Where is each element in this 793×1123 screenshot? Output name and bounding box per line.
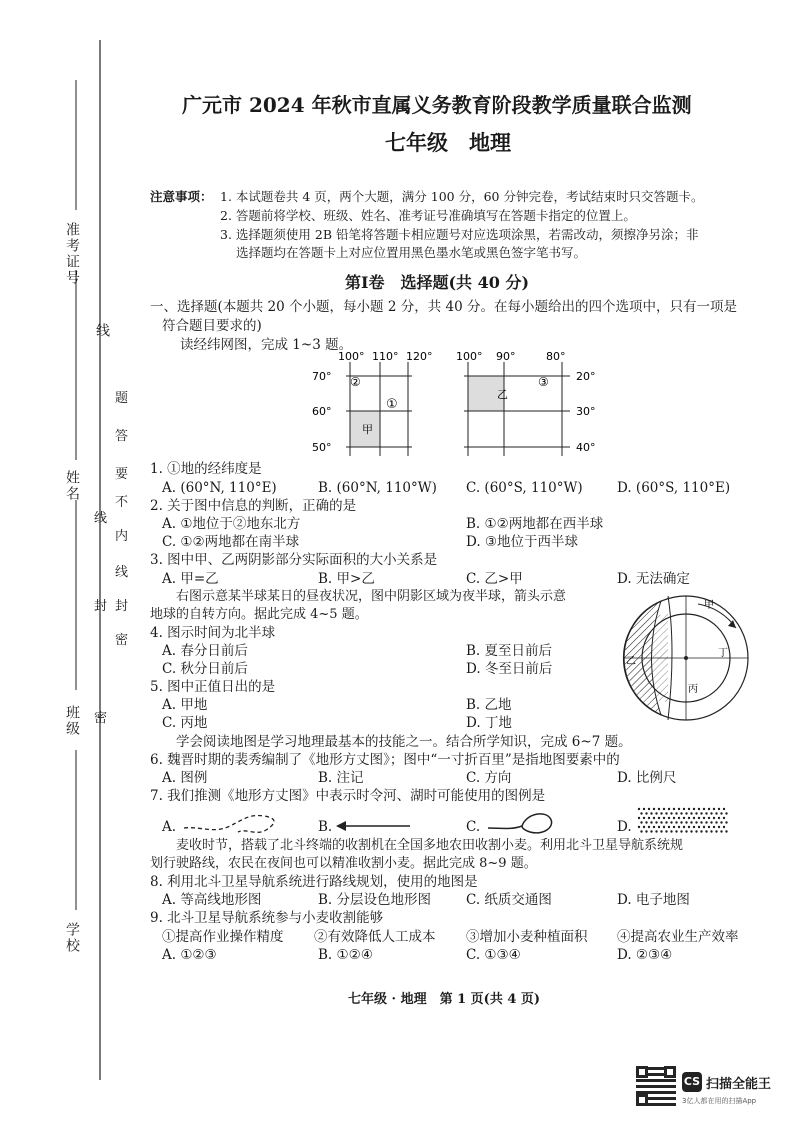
seal-char: 题 [115, 391, 129, 406]
school-label: 学校 [64, 922, 80, 954]
legend-arrow-line-icon [334, 818, 414, 834]
qr-code-icon [636, 1066, 676, 1106]
seal-char: 线 [94, 511, 108, 526]
camscanner-logo-icon: CS [682, 1072, 702, 1092]
grid1-lat-label: 50° [312, 441, 332, 454]
q8-option-a[interactable]: A. 等高线地形图 [162, 892, 262, 908]
q9-option-a[interactable]: A. ①②③ [162, 947, 217, 963]
q3-option-a[interactable]: A. 甲=乙 [162, 571, 219, 587]
q2-stem: 2. 关于图中信息的判断，正确的是 [150, 498, 357, 514]
q4-stem: 4. 图示时间为北半球 [150, 625, 276, 641]
seal-char: 不 [115, 495, 129, 510]
globe-point-yi: 乙 [626, 656, 636, 667]
grid2-lat-label: 20° [576, 370, 596, 383]
point-1-mark: ① [386, 397, 398, 412]
q5-option-c[interactable]: C. 丙地 [162, 715, 208, 731]
grid1-lon-label: 100° [338, 350, 365, 363]
notice-item: 1. 本试题卷共 4 页，两个大题，满分 100 分，60 分钟完卷，考试结束时只交答题卡。 [220, 189, 704, 204]
globe-point-bing: 丙 [688, 684, 698, 695]
q1-option-a[interactable]: A. (60°N, 110°E) [162, 480, 277, 496]
exam-subtitle: 七年级 地理 [385, 130, 511, 155]
q4-option-c[interactable]: C. 秋分日前后 [162, 661, 248, 677]
grid-figure-1 [312, 350, 433, 456]
q6-7-intro: 学会阅读地图是学习地理最基本的技能之一。结合所学知识，完成 6~7 题。 [176, 734, 632, 750]
q4-5-intro-cont: 地球的自转方向。据此完成 4~5 题。 [150, 607, 368, 622]
q2-option-d[interactable]: D. ③地位于西半球 [466, 534, 579, 550]
q9-item-1: ①提高作业操作精度 [162, 929, 284, 945]
seal-char: 答 [115, 429, 129, 444]
scanner-tagline: 3亿人都在用的扫描App [682, 1097, 757, 1105]
seal-char: 密 [115, 633, 129, 648]
legend-dashed-river-icon [180, 806, 280, 840]
q8-option-b[interactable]: B. 分层设色地形图 [318, 892, 432, 908]
q3-option-b[interactable]: B. 甲>乙 [318, 571, 375, 587]
q9-option-b[interactable]: B. ①②④ [318, 947, 373, 963]
scanner-app-name: 扫描全能王 [706, 1077, 772, 1092]
q9-item-4: ④提高农业生产效率 [617, 929, 739, 945]
seal-line-mark: 线 [94, 323, 110, 339]
q4-5-intro: 右图示意某半球某日的昼夜状况，图中阴影区域为夜半球，箭头示意 [176, 589, 567, 604]
q7-option-d[interactable]: D. [617, 819, 632, 835]
q8-option-c[interactable]: C. 纸质交通图 [466, 892, 552, 908]
q1-option-c[interactable]: C. (60°S, 110°W) [466, 480, 583, 496]
q1-option-d[interactable]: D. (60°S, 110°E) [617, 480, 731, 496]
q6-option-d[interactable]: D. 比例尺 [617, 770, 677, 786]
area-yi-mark: 乙 [497, 388, 508, 401]
q6-option-c[interactable]: C. 方向 [466, 770, 512, 786]
globe-point-ding: 丁 [718, 648, 728, 659]
q5-option-b[interactable]: B. 乙地 [466, 697, 512, 713]
q7-option-c[interactable]: C. [466, 819, 481, 835]
q2-option-a[interactable]: A. ①地位于②地东北方 [162, 516, 301, 532]
legend-dotted-area-icon [632, 802, 732, 838]
grid2-lat-label: 40° [576, 441, 596, 454]
q7-option-a[interactable]: A. [162, 819, 177, 835]
q2-option-b[interactable]: B. ①②两地都在西半球 [466, 516, 604, 532]
grid1-lon-label: 120° [406, 350, 433, 363]
q8-stem: 8. 利用北斗卫星导航系统进行路线规划，使用的地图是 [150, 874, 478, 890]
part1-title: 第Ⅰ卷 选择题(共 40 分) [345, 273, 530, 292]
q9-item-3: ③增加小麦种植面积 [466, 929, 588, 945]
area-jia-mark: 甲 [362, 423, 373, 436]
grid2-lon-label: 90° [496, 350, 516, 363]
q8-9-intro: 麦收时节，搭载了北斗终端的收割机在全国多地农田收割小麦。利用北斗卫星导航系统规 [176, 838, 684, 853]
grid2-lat-label: 30° [576, 405, 596, 418]
notice-item: 3. 选择题须使用 2B 铅笔将答题卡相应题号对应选项涂黑，若需改动，须擦净另涂；非 [220, 227, 699, 242]
q6-option-b[interactable]: B. 注记 [318, 770, 364, 786]
name-label: 姓名 [64, 470, 80, 502]
lat-lon-grid-figures [300, 348, 620, 460]
q3-option-d[interactable]: D. 无法确定 [617, 571, 690, 587]
q5-option-d[interactable]: D. 丁地 [466, 715, 512, 731]
globe-point-jia: 甲 [704, 600, 714, 611]
point-2-mark: ② [350, 375, 361, 389]
q4-option-d[interactable]: D. 冬至日前后 [466, 661, 553, 677]
q9-item-2: ②有效降低人工成本 [314, 929, 436, 945]
binding-margin-lines [0, 0, 140, 1123]
grid-figure-2 [456, 350, 596, 456]
section-instructions-cont: 符合题目要求的) [162, 318, 262, 334]
q1-option-b[interactable]: B. (60°N, 110°W) [318, 480, 437, 496]
grid1-lat-label: 60° [312, 405, 332, 418]
notice-label: 注意事项： [150, 189, 213, 204]
q5-option-a[interactable]: A. 甲地 [162, 697, 208, 713]
q8-option-d[interactable]: D. 电子地图 [617, 892, 690, 908]
grid2-lon-label: 100° [456, 350, 483, 363]
notice-item: 选择题均在答题卡上对应位置用黑色墨水笔或黑色签字笔书写。 [236, 245, 587, 260]
day-night-globe-figure [616, 588, 756, 728]
q2-option-c[interactable]: C. ①②两地都在南半球 [162, 534, 300, 550]
exam-title: 广元市 2024 年秋市直属义务教育阶段教学质量联合监测 [182, 93, 692, 117]
grid2-lon-label: 80° [546, 350, 566, 363]
class-label: 班级 [64, 705, 80, 737]
q9-option-d[interactable]: D. ②③④ [617, 947, 673, 963]
q3-option-c[interactable]: C. 乙>甲 [466, 571, 523, 587]
point-3-mark: ③ [538, 375, 549, 389]
q6-stem: 6. 魏晋时期的裴秀编制了《地形方丈图》；图中“一寸折百里”是指地图要素中的 [150, 752, 620, 768]
seal-char: 内 [115, 529, 129, 544]
grid1-lon-label: 110° [372, 350, 399, 363]
notice-item: 2. 答题前将学校、班级、姓名、准考证号准确填写在答题卡指定的位置上。 [220, 208, 636, 223]
q4-option-a[interactable]: A. 春分日前后 [162, 643, 248, 659]
q4-option-b[interactable]: B. 夏至日前后 [466, 643, 553, 659]
q5-stem: 5. 图中正值日出的是 [150, 679, 276, 695]
legend-solid-river-lake-icon [484, 806, 564, 840]
seal-char: 封 [115, 599, 129, 614]
q6-option-a[interactable]: A. 图例 [162, 770, 208, 786]
q9-option-c[interactable]: C. ①③④ [466, 947, 521, 963]
grid1-lat-label: 70° [312, 370, 332, 383]
q3-stem: 3. 图中甲、乙两阴影部分实际面积的大小关系是 [150, 552, 438, 568]
q1-3-intro: 读经纬网图，完成 1~3 题。 [180, 337, 353, 353]
seal-char: 密 [94, 711, 108, 726]
section-instructions: 一、选择题(本题共 20 个小题，每小题 2 分，共 40 分。在每小题给出的四个选项中，只有一项是 [150, 299, 737, 315]
seal-char: 线 [115, 565, 129, 580]
seal-char: 封 [94, 599, 108, 614]
q7-stem: 7. 我们推测《地形方丈图》中表示时令河、湖时可能使用的图例是 [150, 788, 546, 804]
page-footer: 七年级 · 地理 第 1 页(共 4 页) [348, 992, 541, 1007]
q1-stem: 1. ①地的经纬度是 [150, 461, 262, 477]
q7-option-b[interactable]: B. [318, 819, 333, 835]
q8-9-intro-cont: 划行驶路线，农民在夜间也可以精准收割小麦。据此完成 8~9 题。 [150, 856, 537, 871]
seal-char: 要 [115, 467, 129, 482]
q9-stem: 9. 北斗卫星导航系统参与小麦收割能够 [150, 910, 384, 926]
exam-number-label: 准考证号 [64, 222, 80, 286]
